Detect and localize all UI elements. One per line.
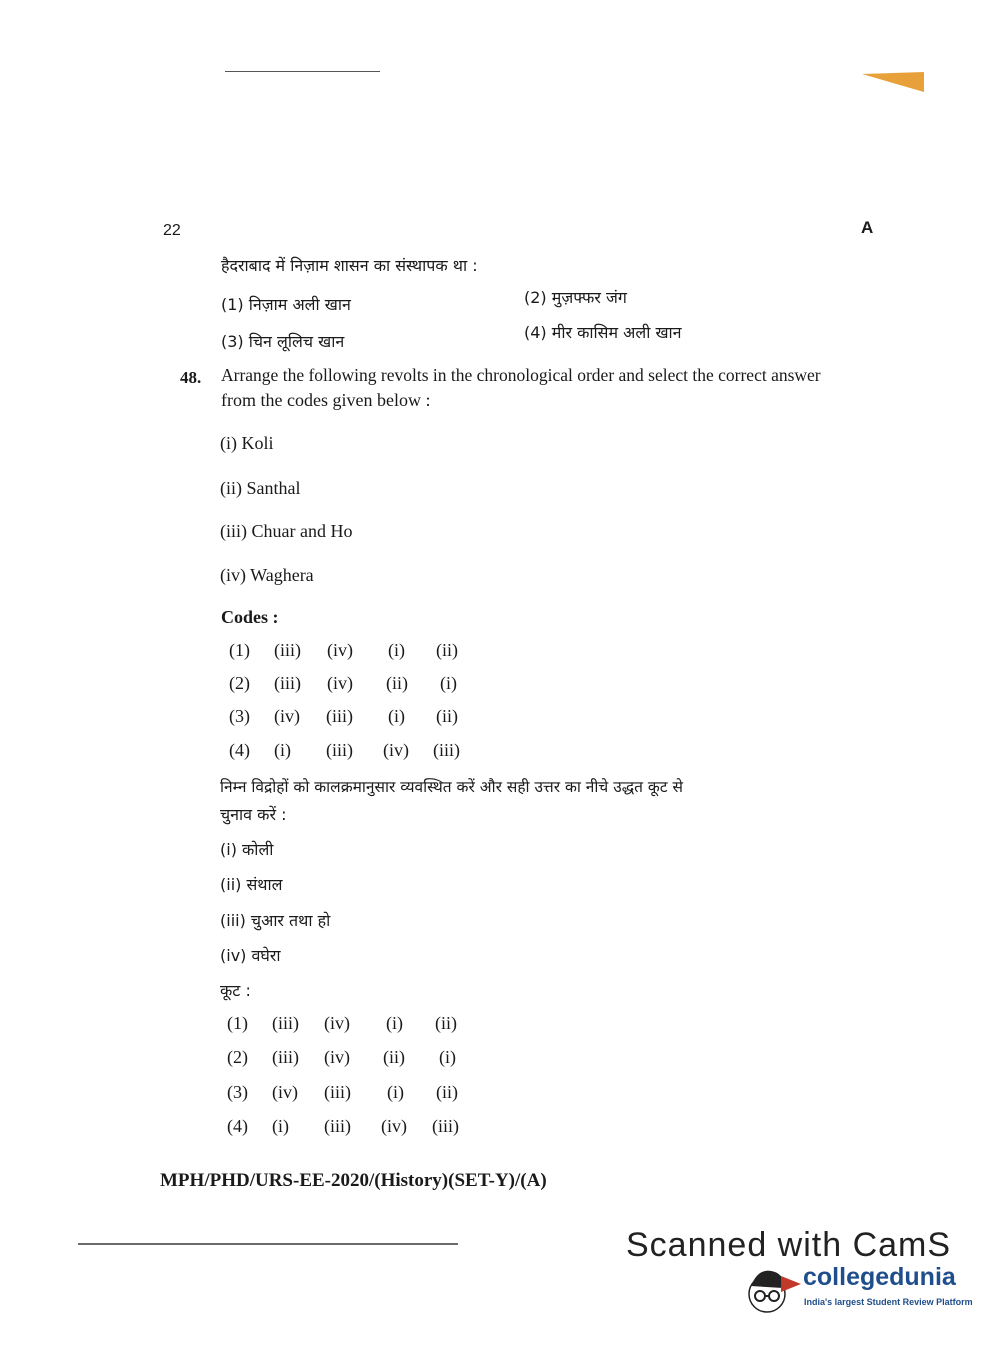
page-number: 22 xyxy=(163,222,181,239)
code-cell: (i) xyxy=(388,706,405,726)
q48-hindi-stem-line1: निम्न विद्रोहों को कालक्रमानुसार व्यवस्थित करें और सही उत्तर का नीचे उद्धत कूट से xyxy=(220,778,683,796)
code-cell: (i) xyxy=(274,740,291,760)
q48-hindi-item-1: (i) कोली xyxy=(220,840,274,859)
q48-hindi-stem-line2: चुनाव करें : xyxy=(220,805,287,824)
code-cell: (iv) xyxy=(327,673,353,693)
code-cell: (2) xyxy=(229,673,250,693)
code-cell: (i) xyxy=(387,1082,404,1102)
code-cell: (1) xyxy=(227,1013,248,1033)
code-cell: (ii) xyxy=(435,1013,457,1033)
code-cell: (iii) xyxy=(274,673,301,693)
scan-watermark-text: Scanned with CamS xyxy=(626,1226,952,1264)
q47-option-2: (2) मुज़फ्फर जंग xyxy=(524,288,627,307)
code-cell: (iv) xyxy=(324,1047,350,1067)
code-cell: (iii) xyxy=(432,1116,459,1136)
brand-tagline: India's largest Student Review Platform xyxy=(804,1297,973,1307)
corner-tab-mark xyxy=(862,72,924,92)
q47-hindi-stem: हैदराबाद में निज़ाम शासन का संस्थापक था : xyxy=(221,256,478,275)
code-cell: (i) xyxy=(439,1047,456,1067)
code-cell: (3) xyxy=(227,1082,248,1102)
brand-name: collegedunia xyxy=(803,1263,956,1291)
q48-stem-line1: Arrange the following revolts in the chronological order and select the correct answer xyxy=(221,365,821,385)
set-letter: A xyxy=(861,218,874,237)
code-cell: (i) xyxy=(440,673,457,693)
code-cell: (iii) xyxy=(433,740,460,760)
code-cell: (iv) xyxy=(383,740,409,760)
code-cell: (iii) xyxy=(272,1013,299,1033)
code-cell: (iv) xyxy=(324,1013,350,1033)
code-cell: (ii) xyxy=(383,1047,405,1067)
code-cell: (ii) xyxy=(436,706,458,726)
code-cell: (2) xyxy=(227,1047,248,1067)
q47-option-4: (4) मीर कासिम अली खान xyxy=(524,323,682,342)
code-cell: (iv) xyxy=(327,640,353,660)
code-cell: (4) xyxy=(227,1116,248,1136)
code-cell: (iv) xyxy=(381,1116,407,1136)
code-cell: (i) xyxy=(388,640,405,660)
code-cell: (i) xyxy=(272,1116,289,1136)
q48-hindi-codes-label: कूट : xyxy=(220,981,251,1000)
q48-hindi-item-3: (iii) चुआर तथा हो xyxy=(220,911,331,930)
paper-code-footer: MPH/PHD/URS-EE-2020/(History)(SET-Y)/(A) xyxy=(160,1170,547,1191)
code-cell: (iv) xyxy=(274,706,300,726)
code-cell: (iii) xyxy=(324,1082,351,1102)
q48-codes-label: Codes : xyxy=(221,607,279,627)
code-cell: (1) xyxy=(229,640,250,660)
top-rule xyxy=(225,71,380,72)
q48-hindi-item-4: (iv) वघेरा xyxy=(220,946,281,965)
q47-option-3: (3) चिन लूलिच खान xyxy=(221,332,345,351)
code-cell: (iii) xyxy=(326,706,353,726)
q48-item-1: (i) Koli xyxy=(220,433,274,453)
q48-stem-line2: from the codes given below : xyxy=(221,390,431,410)
code-cell: (iii) xyxy=(272,1047,299,1067)
code-cell: (ii) xyxy=(386,673,408,693)
q47-option-1: (1) निज़ाम अली खान xyxy=(221,295,351,314)
code-cell: (iii) xyxy=(326,740,353,760)
code-cell: (ii) xyxy=(436,1082,458,1102)
bottom-rule xyxy=(78,1243,458,1245)
code-cell: (3) xyxy=(229,706,250,726)
q48-item-4: (iv) Waghera xyxy=(220,565,314,585)
q48-item-2: (ii) Santhal xyxy=(220,478,301,498)
code-cell: (iii) xyxy=(324,1116,351,1136)
code-cell: (i) xyxy=(386,1013,403,1033)
q48-number: 48. xyxy=(180,368,202,387)
code-cell: (iv) xyxy=(272,1082,298,1102)
code-cell: (ii) xyxy=(436,640,458,660)
q48-hindi-item-2: (ii) संथाल xyxy=(220,875,283,894)
code-cell: (iii) xyxy=(274,640,301,660)
q48-item-3: (iii) Chuar and Ho xyxy=(220,521,353,541)
code-cell: (4) xyxy=(229,740,250,760)
